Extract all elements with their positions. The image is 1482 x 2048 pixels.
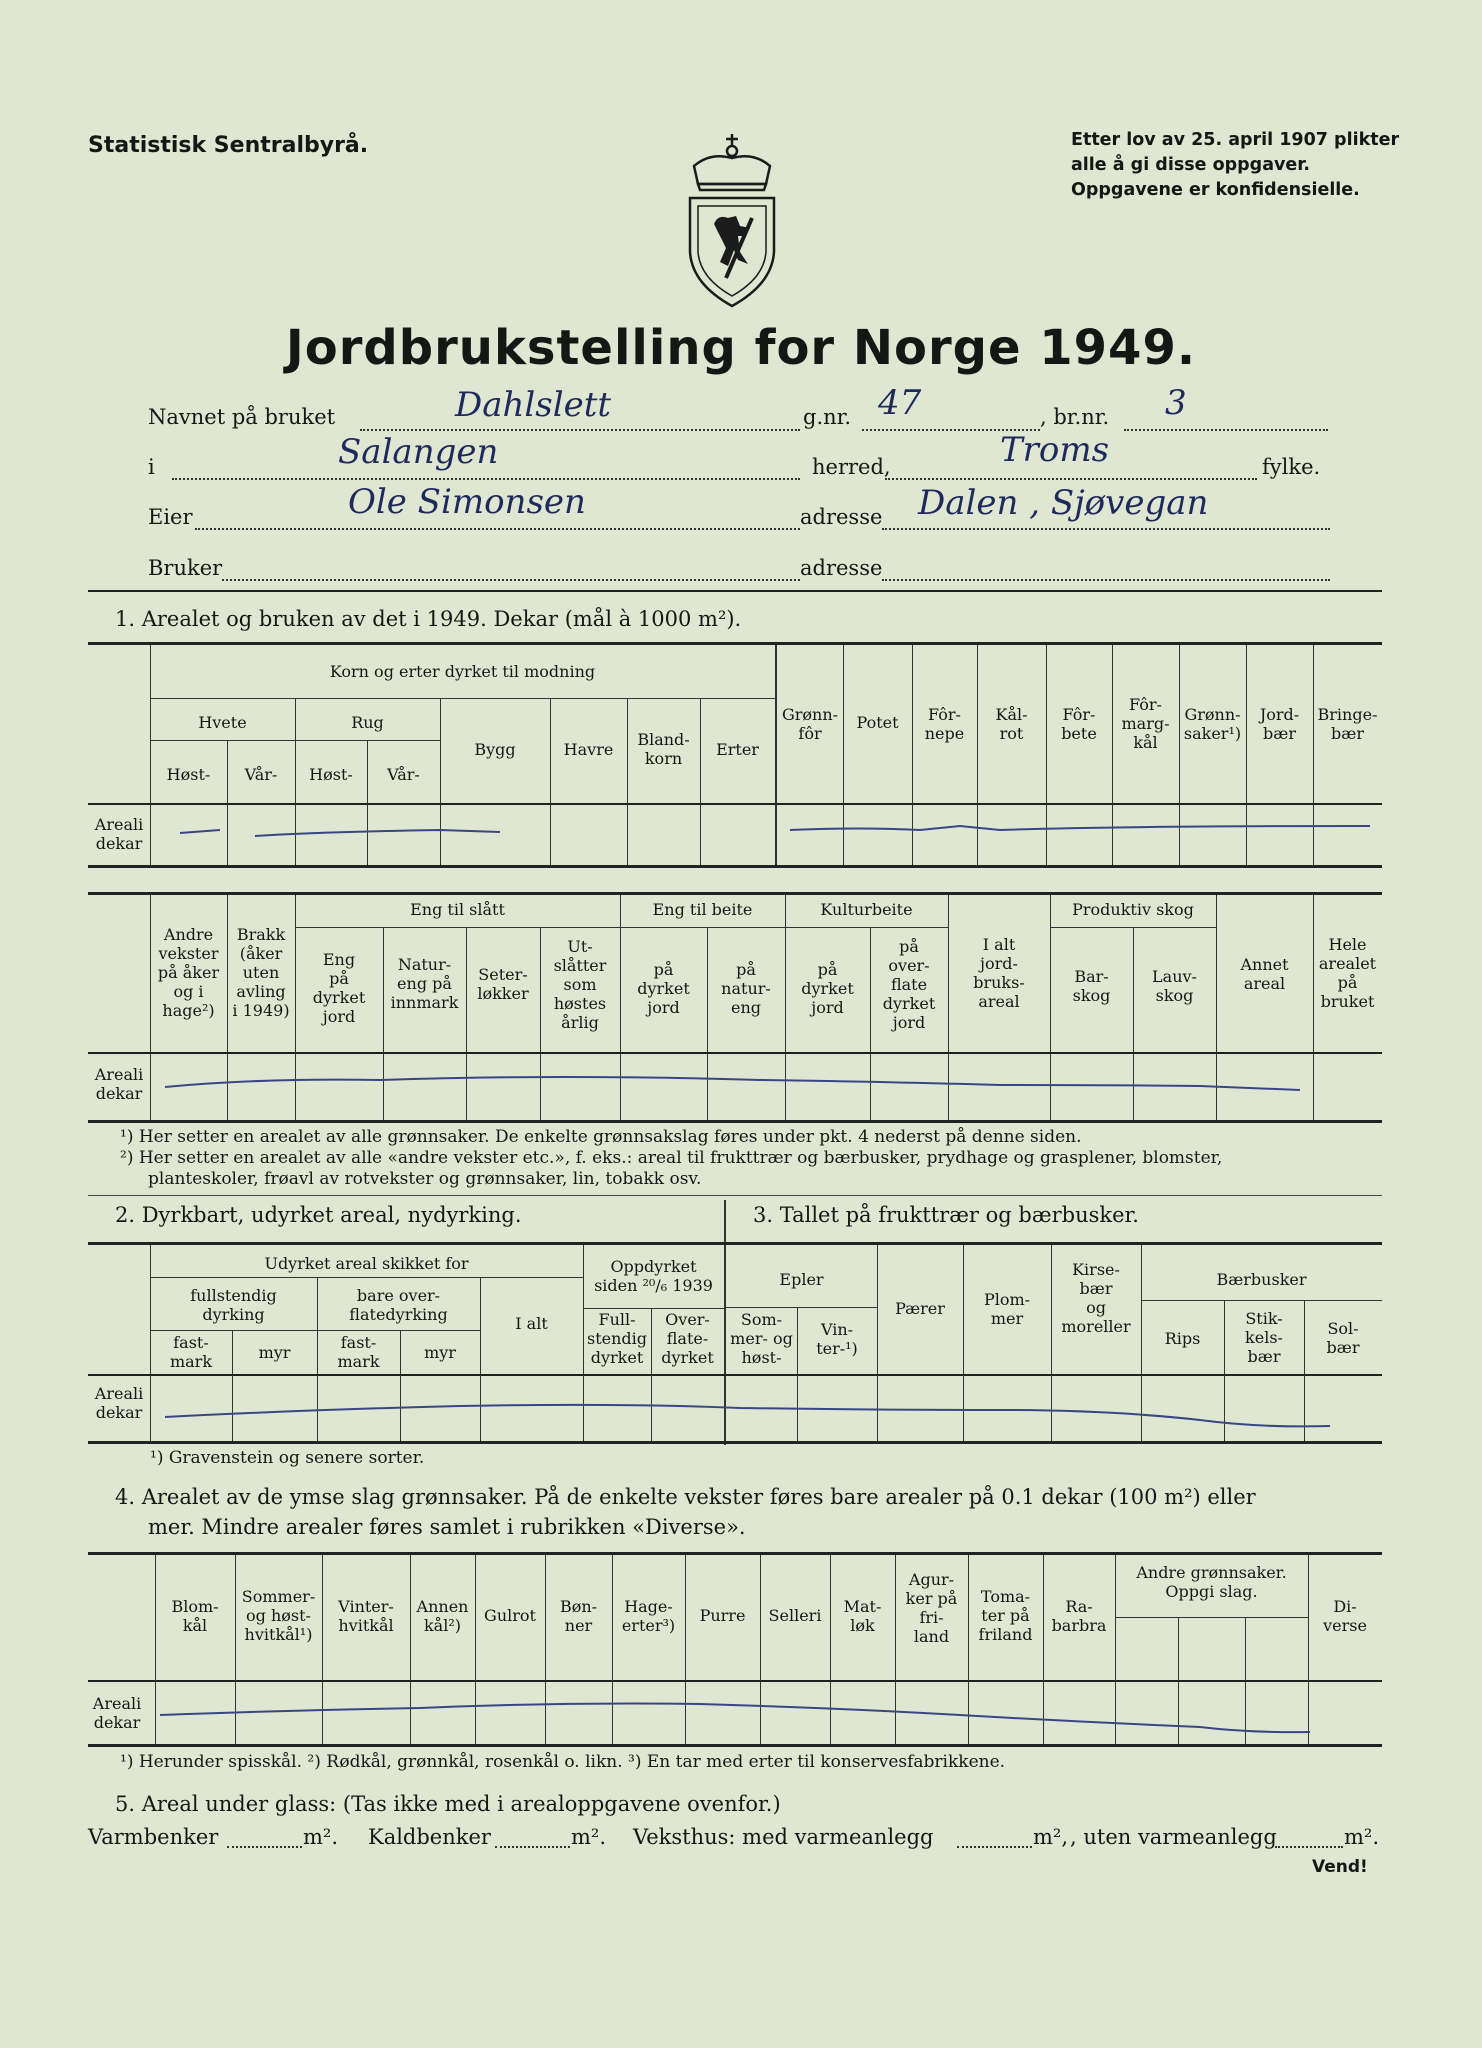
veksthus-unit: m²,: [1033, 1825, 1069, 1849]
header-produktiv-skog: Produktiv skog: [1072, 900, 1194, 919]
header-line: Hage-: [624, 1597, 673, 1616]
user-address-label: adresse: [800, 556, 883, 580]
section-5-heading: 5. Areal under glass: (Tas ikke med i arealoppgavene ovenfor.): [115, 1792, 781, 1816]
header-line: jord: [647, 998, 680, 1017]
header-line: rot: [999, 724, 1024, 743]
header-line: Bar-: [1074, 967, 1109, 986]
footnote-1: ¹) Her setter en arealet av alle grønnsaker. De enkelte grønnsakslag føres under pkt. 4 nederst på denne siden.: [120, 1127, 1082, 1147]
header-line: jord: [811, 998, 844, 1017]
header-line: dyrket: [801, 979, 854, 998]
header-line: kål: [1133, 733, 1158, 752]
kaldbenker-unit: m².: [571, 1825, 607, 1849]
header-line: areal: [1243, 974, 1286, 993]
header-hvete: Hvete: [198, 713, 247, 732]
user-label: Bruker: [148, 556, 223, 580]
header-line: bær: [1263, 724, 1296, 743]
header-rug-var: Vår-: [387, 765, 420, 784]
header-line: barbra: [1051, 1616, 1107, 1635]
herred-label: herred,: [812, 455, 891, 479]
header-line: Brakk: [236, 925, 286, 944]
header-line: siden ²⁰/₆ 1939: [594, 1276, 713, 1295]
header-line: og i: [173, 982, 204, 1001]
section-2-heading: 2. Dyrkbart, udyrket areal, nydyrking.: [115, 1203, 522, 1227]
notice-line: alle å gi disse oppgaver.: [1071, 155, 1311, 175]
header-line: bær: [1326, 1338, 1360, 1357]
notice-line: Etter lov av 25. april 1907 plikter: [1071, 130, 1400, 150]
header-line: saker¹): [1183, 724, 1242, 743]
owner-value: Ole Simonsen: [348, 482, 586, 522]
header-line: erter³): [621, 1616, 676, 1635]
header-line: Gulrot: [484, 1606, 536, 1625]
footnote-2-cont: planteskoler, frøavl av rotvekster og grønnsaker, lin, tobakk osv.: [148, 1169, 702, 1189]
header-line: Bygg: [474, 740, 516, 759]
header-line: vekster: [158, 944, 219, 963]
farm-name-value: Dahlslett: [455, 385, 612, 425]
header-grain-group: Korn og erter dyrket til modning: [329, 662, 596, 681]
header-line: (åker: [239, 944, 283, 963]
header-line: fast-: [173, 1333, 209, 1352]
owner-address-value: Dalen , Sjøvegan: [918, 483, 1209, 523]
header-line: flate: [890, 975, 928, 994]
header-line: dyrket: [312, 988, 366, 1007]
header-line: hvitkål: [338, 1616, 394, 1635]
header-eng-slatt: Eng til slått: [410, 900, 505, 919]
header-line: på: [736, 960, 756, 979]
header-line: kål²): [423, 1616, 461, 1635]
section-4-heading-cont: mer. Mindre arealer føres samlet i rubrikken «Diverse».: [148, 1515, 746, 1539]
header-line: uten: [242, 963, 280, 982]
header-line: moreller: [1061, 1317, 1131, 1336]
header-ialt: I alt: [515, 1314, 548, 1333]
kaldbenker-label: Kaldbenker: [368, 1825, 491, 1849]
header-line: Bland-: [637, 730, 690, 749]
header-line: Potet: [856, 713, 899, 732]
header-line: kels-: [1245, 1328, 1283, 1347]
county-value: Troms: [1000, 430, 1110, 470]
form-title: Jordbrukstelling for Norge 1949.: [285, 320, 1197, 376]
header-line: mer- og: [730, 1329, 793, 1348]
header-line: eng: [730, 998, 761, 1017]
header-line: Ra-: [1065, 1597, 1093, 1616]
header-line: og høst-: [246, 1606, 311, 1625]
header-line: Di-: [1333, 1597, 1357, 1616]
header-line: bær: [1247, 1347, 1281, 1366]
header-line: hage²): [162, 1001, 215, 1020]
header-line: dyrket: [637, 979, 690, 998]
farm-name-label: Navnet på bruket: [148, 405, 336, 429]
header-line: skog: [1155, 986, 1194, 1005]
header-line: på åker: [157, 963, 220, 982]
header-line: i 1949): [232, 1001, 290, 1020]
header-line: Ut-: [567, 937, 593, 956]
header-kulturbeite: Kulturbeite: [820, 900, 913, 919]
header-line: nepe: [924, 724, 965, 743]
header-baerbusker: Bærbusker: [1216, 1270, 1307, 1289]
header-line: Stik-: [1245, 1309, 1283, 1328]
header-line: Jord-: [1259, 705, 1300, 724]
header-line: dyrket: [661, 1348, 714, 1367]
uten-varmeanlegg-label: , uten varmeanlegg: [1070, 1825, 1277, 1849]
header-line: bruks-: [973, 973, 1025, 992]
header-line: Andre: [163, 925, 214, 944]
header-line: Fôr-: [1129, 695, 1162, 714]
header-line: mark: [337, 1352, 380, 1371]
header-line: Annen: [416, 1597, 469, 1616]
header-line: stendig: [586, 1329, 647, 1348]
header-line: ker på: [905, 1589, 958, 1608]
header-line: Grønn-: [1184, 705, 1241, 724]
header-paerer: Pærer: [895, 1299, 945, 1318]
header-myr-2: myr: [424, 1343, 456, 1362]
footnotes-section-4: ¹) Herunder spisskål. ²) Rødkål, grønnkål, rosenkål o. likn. ³) En tar med erter til konservesfabrikkene.: [120, 1752, 1006, 1772]
header-line: ter på: [981, 1606, 1030, 1625]
header-line: Erter: [716, 740, 759, 759]
veksthus-label: Veksthus: med varmeanlegg: [633, 1825, 934, 1849]
uten-varmeanlegg-unit: m².: [1344, 1825, 1380, 1849]
header-eng-beite: Eng til beite: [652, 900, 753, 919]
header-line: eng på: [397, 974, 452, 993]
section-3-heading: 3. Tallet på frukttrær og bærbusker.: [753, 1203, 1139, 1227]
header-line: flate-: [666, 1329, 709, 1348]
header-line: Eng: [322, 950, 356, 969]
header-line: Andre grønnsaker.: [1136, 1563, 1287, 1582]
header-line: Natur-: [397, 955, 452, 974]
header-line: Areal: [94, 1384, 139, 1403]
header-line: bær: [1079, 1279, 1113, 1298]
header-line: Hele: [1328, 935, 1367, 954]
header-line: avling: [236, 982, 286, 1001]
header-line: løkker: [477, 984, 529, 1003]
agency-name: Statistisk Sentralbyrå.: [88, 133, 369, 158]
header-line: verse: [1323, 1616, 1367, 1635]
municipality-value: Salangen: [338, 432, 499, 472]
header-line: hvitkål¹): [244, 1625, 313, 1644]
header-line: dyrking: [202, 1305, 265, 1324]
header-epler: Epler: [779, 1270, 824, 1289]
header-line: i dekar: [93, 1694, 142, 1732]
fylke-label: fylke.: [1262, 455, 1321, 479]
header-line: jord-: [980, 954, 1018, 973]
header-line: kål: [182, 1616, 208, 1635]
header-rug-host: Høst-: [309, 765, 353, 784]
header-line: i dekar: [95, 1065, 144, 1103]
header-line: Grønn-: [781, 705, 839, 724]
header-line: Full-: [598, 1310, 636, 1329]
header-line: Mat-: [843, 1597, 882, 1616]
notice-line: Oppgavene er konfidensielle.: [1071, 180, 1360, 200]
owner-address-label: adresse: [800, 505, 883, 529]
header-line: bare over-: [356, 1286, 441, 1305]
header-line: bruket: [1320, 992, 1375, 1011]
header-line: slåtter: [553, 956, 607, 975]
header-line: over-: [888, 956, 930, 975]
owner-label: Eier: [148, 505, 193, 529]
header-hvete-host: Høst-: [166, 765, 211, 784]
header-line: Kirse-: [1072, 1260, 1120, 1279]
varmbenker-label: Varmbenker: [88, 1825, 219, 1849]
header-line: ter-¹): [816, 1339, 858, 1358]
header-line: dyrket: [882, 994, 936, 1013]
gnr-value: 47: [878, 383, 922, 423]
header-line: Selleri: [768, 1606, 822, 1625]
header-line: flatedyrking: [349, 1305, 448, 1324]
header-rips: Rips: [1164, 1329, 1201, 1348]
header-line: Annet: [1240, 955, 1289, 974]
header-line: Areal: [94, 815, 139, 834]
header-line: på: [817, 960, 838, 979]
header-hvete-var: Vår-: [244, 765, 278, 784]
header-line: Bringe-: [1317, 705, 1378, 724]
header-line: på: [329, 969, 349, 988]
header-line: Oppdyrket: [610, 1257, 697, 1276]
header-udyrket: Udyrket areal skikket for: [264, 1254, 469, 1273]
header-line: høstes: [553, 994, 607, 1013]
header-line: på: [1337, 973, 1358, 992]
header-line: Sol-: [1327, 1319, 1359, 1338]
header-line: høst-: [741, 1348, 782, 1367]
header-line: Seter-: [478, 965, 528, 984]
header-line: jord: [892, 1013, 926, 1032]
header-line: land: [913, 1627, 950, 1646]
header-line: arealet: [1318, 954, 1377, 973]
header-line: skog: [1072, 986, 1111, 1005]
header-line: Purre: [699, 1606, 746, 1625]
brnr-value: 3: [1165, 383, 1187, 423]
turn-over-note: Vend!: [1312, 1857, 1368, 1877]
header-line: i dekar: [95, 815, 144, 853]
header-line: Som-: [740, 1310, 783, 1329]
header-line: korn: [644, 749, 683, 768]
header-line: fôr: [798, 724, 822, 743]
footnote-2: ²) Her setter en arealet av alle «andre vekster etc.», f. eks.: areal til frukttrær og bærbusker, prydhage og grasplener, blomster,: [120, 1148, 1223, 1168]
header-line: areal: [978, 992, 1020, 1011]
header-line: Toma-: [980, 1587, 1031, 1606]
header-line: Oppgi slag.: [1165, 1582, 1258, 1601]
gnr-label: g.nr.: [803, 405, 852, 429]
section-1-heading: 1. Arealet og bruken av det i 1949. Dekar (mål à 1000 m²).: [115, 607, 742, 631]
header-line: i dekar: [95, 1384, 144, 1422]
footnote-gravenstein: ¹) Gravenstein og senere sorter.: [150, 1448, 425, 1468]
header-line: løk: [850, 1616, 875, 1635]
header-line: Agur-: [908, 1570, 955, 1589]
header-line: innmark: [390, 993, 459, 1012]
header-line: Fôr-: [928, 705, 961, 724]
header-myr-1: myr: [258, 1343, 291, 1362]
header-line: Havre: [563, 740, 614, 759]
header-line: Fôr-: [1062, 705, 1096, 724]
header-line: Blom-: [171, 1597, 219, 1616]
header-line: fri-: [919, 1608, 944, 1627]
header-line: mer: [990, 1309, 1024, 1328]
section-4-heading: 4. Arealet av de ymse slag grønnsaker. På de enkelte vekster føres bare arealer på 0.1 dekar (100 m²) eller: [115, 1485, 1256, 1509]
header-line: Lauv-: [1152, 967, 1197, 986]
header-line: ner: [564, 1616, 593, 1635]
header-line: friland: [978, 1625, 1033, 1644]
header-line: fast-: [340, 1333, 377, 1352]
header-line: som: [563, 975, 597, 994]
header-line: og: [1086, 1298, 1106, 1317]
header-line: Vin-: [820, 1320, 854, 1339]
header-line: marg-: [1121, 714, 1170, 733]
header-line: natur-: [721, 979, 771, 998]
header-line: Plom-: [983, 1290, 1031, 1309]
header-line: bete: [1061, 724, 1097, 743]
header-line: på: [653, 960, 674, 979]
brnr-label: , br.nr.: [1040, 405, 1110, 429]
header-line: I alt: [982, 935, 1016, 954]
header-line: jord: [322, 1007, 356, 1026]
header-line: Over-: [665, 1310, 710, 1329]
header-line: på: [899, 937, 919, 956]
header-line: Bøn-: [559, 1597, 598, 1616]
varmbenker-unit: m².: [303, 1825, 339, 1849]
header-line: Vinter-: [338, 1597, 394, 1616]
header-line: Kål-: [995, 705, 1028, 724]
header-line: fullstendig: [190, 1286, 277, 1305]
header-line: Areal: [92, 1694, 137, 1713]
municipality-prefix: i: [148, 455, 155, 479]
header-line: Sommer-: [241, 1587, 316, 1606]
header-line: årlig: [561, 1013, 599, 1032]
header-line: bær: [1331, 724, 1364, 743]
header-line: Areal: [94, 1065, 139, 1084]
header-line: mark: [169, 1352, 213, 1371]
header-line: dyrket: [590, 1348, 644, 1367]
header-rug: Rug: [351, 713, 384, 732]
